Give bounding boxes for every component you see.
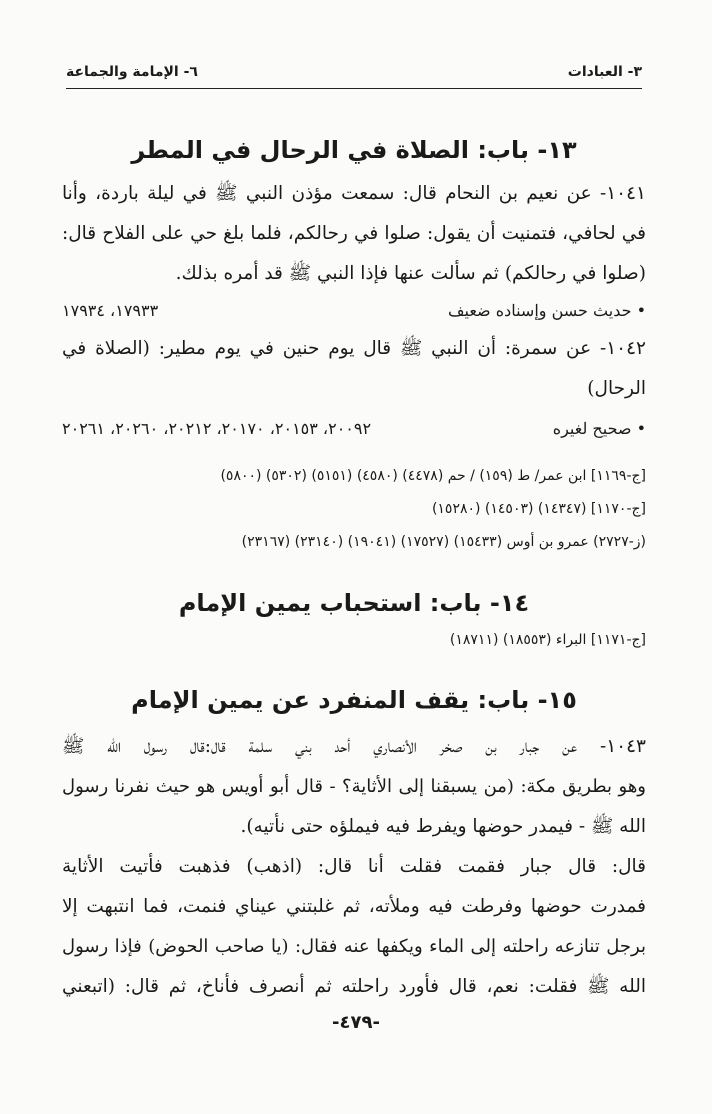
- book-section-title: ٣- العبادات: [567, 64, 642, 80]
- running-header: [66, 60, 642, 86]
- grade-text: • حديث حسن وإسناده ضعيف: [447, 301, 646, 320]
- chapter-heading-14: ١٤- باب: استحباب يمين الإمام: [178, 589, 530, 617]
- reference-line-3: (ز-٢٧٢٧) عمرو بن أوس (١٥٤٣٣) (١٧٥٢٧) (١٩٠٤١) (٢٣١٤٠) (٢٣١٦٧): [241, 534, 646, 550]
- chapter-section-title: ٦- الإمامة والجماعة: [66, 64, 198, 80]
- hadith-1042-line-1: ١٠٤٢- عن سمرة: أن النبي ﷺ قال يوم حنين في يوم مطير: (الصلاة في: [62, 338, 646, 359]
- hadith-1041-line-2: في لحافي، فتمنيت أن يقول: صلوا في رحالكم، فلما بلغ حي على الفلاح قال:: [62, 223, 646, 244]
- hadith-1043-line-3: الله ﷺ - فيمدر حوضها ويفرط فيه فيملؤه حتى نأتيه).: [240, 816, 646, 837]
- reference-line-14: [ج-١١٧١] البراء (١٨٥٥٣) (١٨٧١١): [449, 632, 646, 648]
- hadith-1043-line-7: الله ﷺ فقلت: نعم، قال فأورد راحلته ثم أنصرف فأناخ، ثم قال: (اتبعني: [62, 976, 646, 997]
- hadith-1043-line-2: وهو بطريق مكة: (من يسبقنا إلى الأثاية؟ - قال أبو أويس هو حيث نفرنا رسول: [62, 776, 646, 797]
- hadith-1043-line-1: ١٠٤٣- عن جبار بن صخر الأنصاري أحد بني سلمة قال:قال رسول الله ﷺ: [62, 736, 646, 757]
- header-rule: [66, 88, 642, 89]
- grade-1042: [62, 419, 646, 438]
- page-number: -٤٧٩-: [332, 1012, 380, 1033]
- grade-numbers: ٢٠٠٩٢، ٢٠١٥٣، ٢٠١٧٠، ٢٠٢١٢، ٢٠٢٦٠، ٢٠٢٦١: [62, 419, 372, 438]
- reference-line-1: [ج-١١٦٩] ابن عمر/ ط (١٥٩) / حم (٤٤٧٨) (٤٥٨٠) (٥١٥١) (٥٣٠٢) (٥٨٠٠): [220, 468, 646, 484]
- hadith-1041-line-1: ١٠٤١- عن نعيم بن النحام قال: سمعت مؤذن النبي ﷺ في ليلة باردة، وأنا: [62, 183, 646, 204]
- grade-text: • صحيح لغيره: [552, 419, 646, 438]
- hadith-1041-line-3: (صلوا في رحالكم) ثم سألت عنها فإذا النبي ﷺ قد أمره بذلك.: [175, 263, 646, 284]
- hadith-1042-line-2: الرحال): [587, 378, 646, 399]
- chapter-heading-13: ١٣- باب: الصلاة في الرحال في المطر: [131, 136, 577, 164]
- chapter-heading-15: ١٥- باب: يقف المنفرد عن يمين الإمام: [131, 686, 577, 714]
- grade-1041: [62, 301, 646, 320]
- hadith-1043-line-4: قال: قال جبار فقمت فقلت أنا قال: (اذهب) فذهبت فأتيت الأثاية: [62, 856, 646, 877]
- hadith-1043-line-6: برجل تنازعه راحلته إلى الماء ويكفها عنه فقال: (يا صاحب الحوض) فإذا رسول: [62, 936, 646, 957]
- reference-line-2: [ج-١١٧٠] (١٤٣٤٧) (١٤٥٠٣) (١٥٢٨٠): [431, 501, 646, 517]
- grade-numbers: ١٧٩٣٣، ١٧٩٣٤: [62, 301, 159, 320]
- hadith-1043-line-5: فمدرت حوضها وفرطت فيه وملأته، ثم غلبتني عيناي فنمت، فما انتبهت إلا: [62, 896, 646, 917]
